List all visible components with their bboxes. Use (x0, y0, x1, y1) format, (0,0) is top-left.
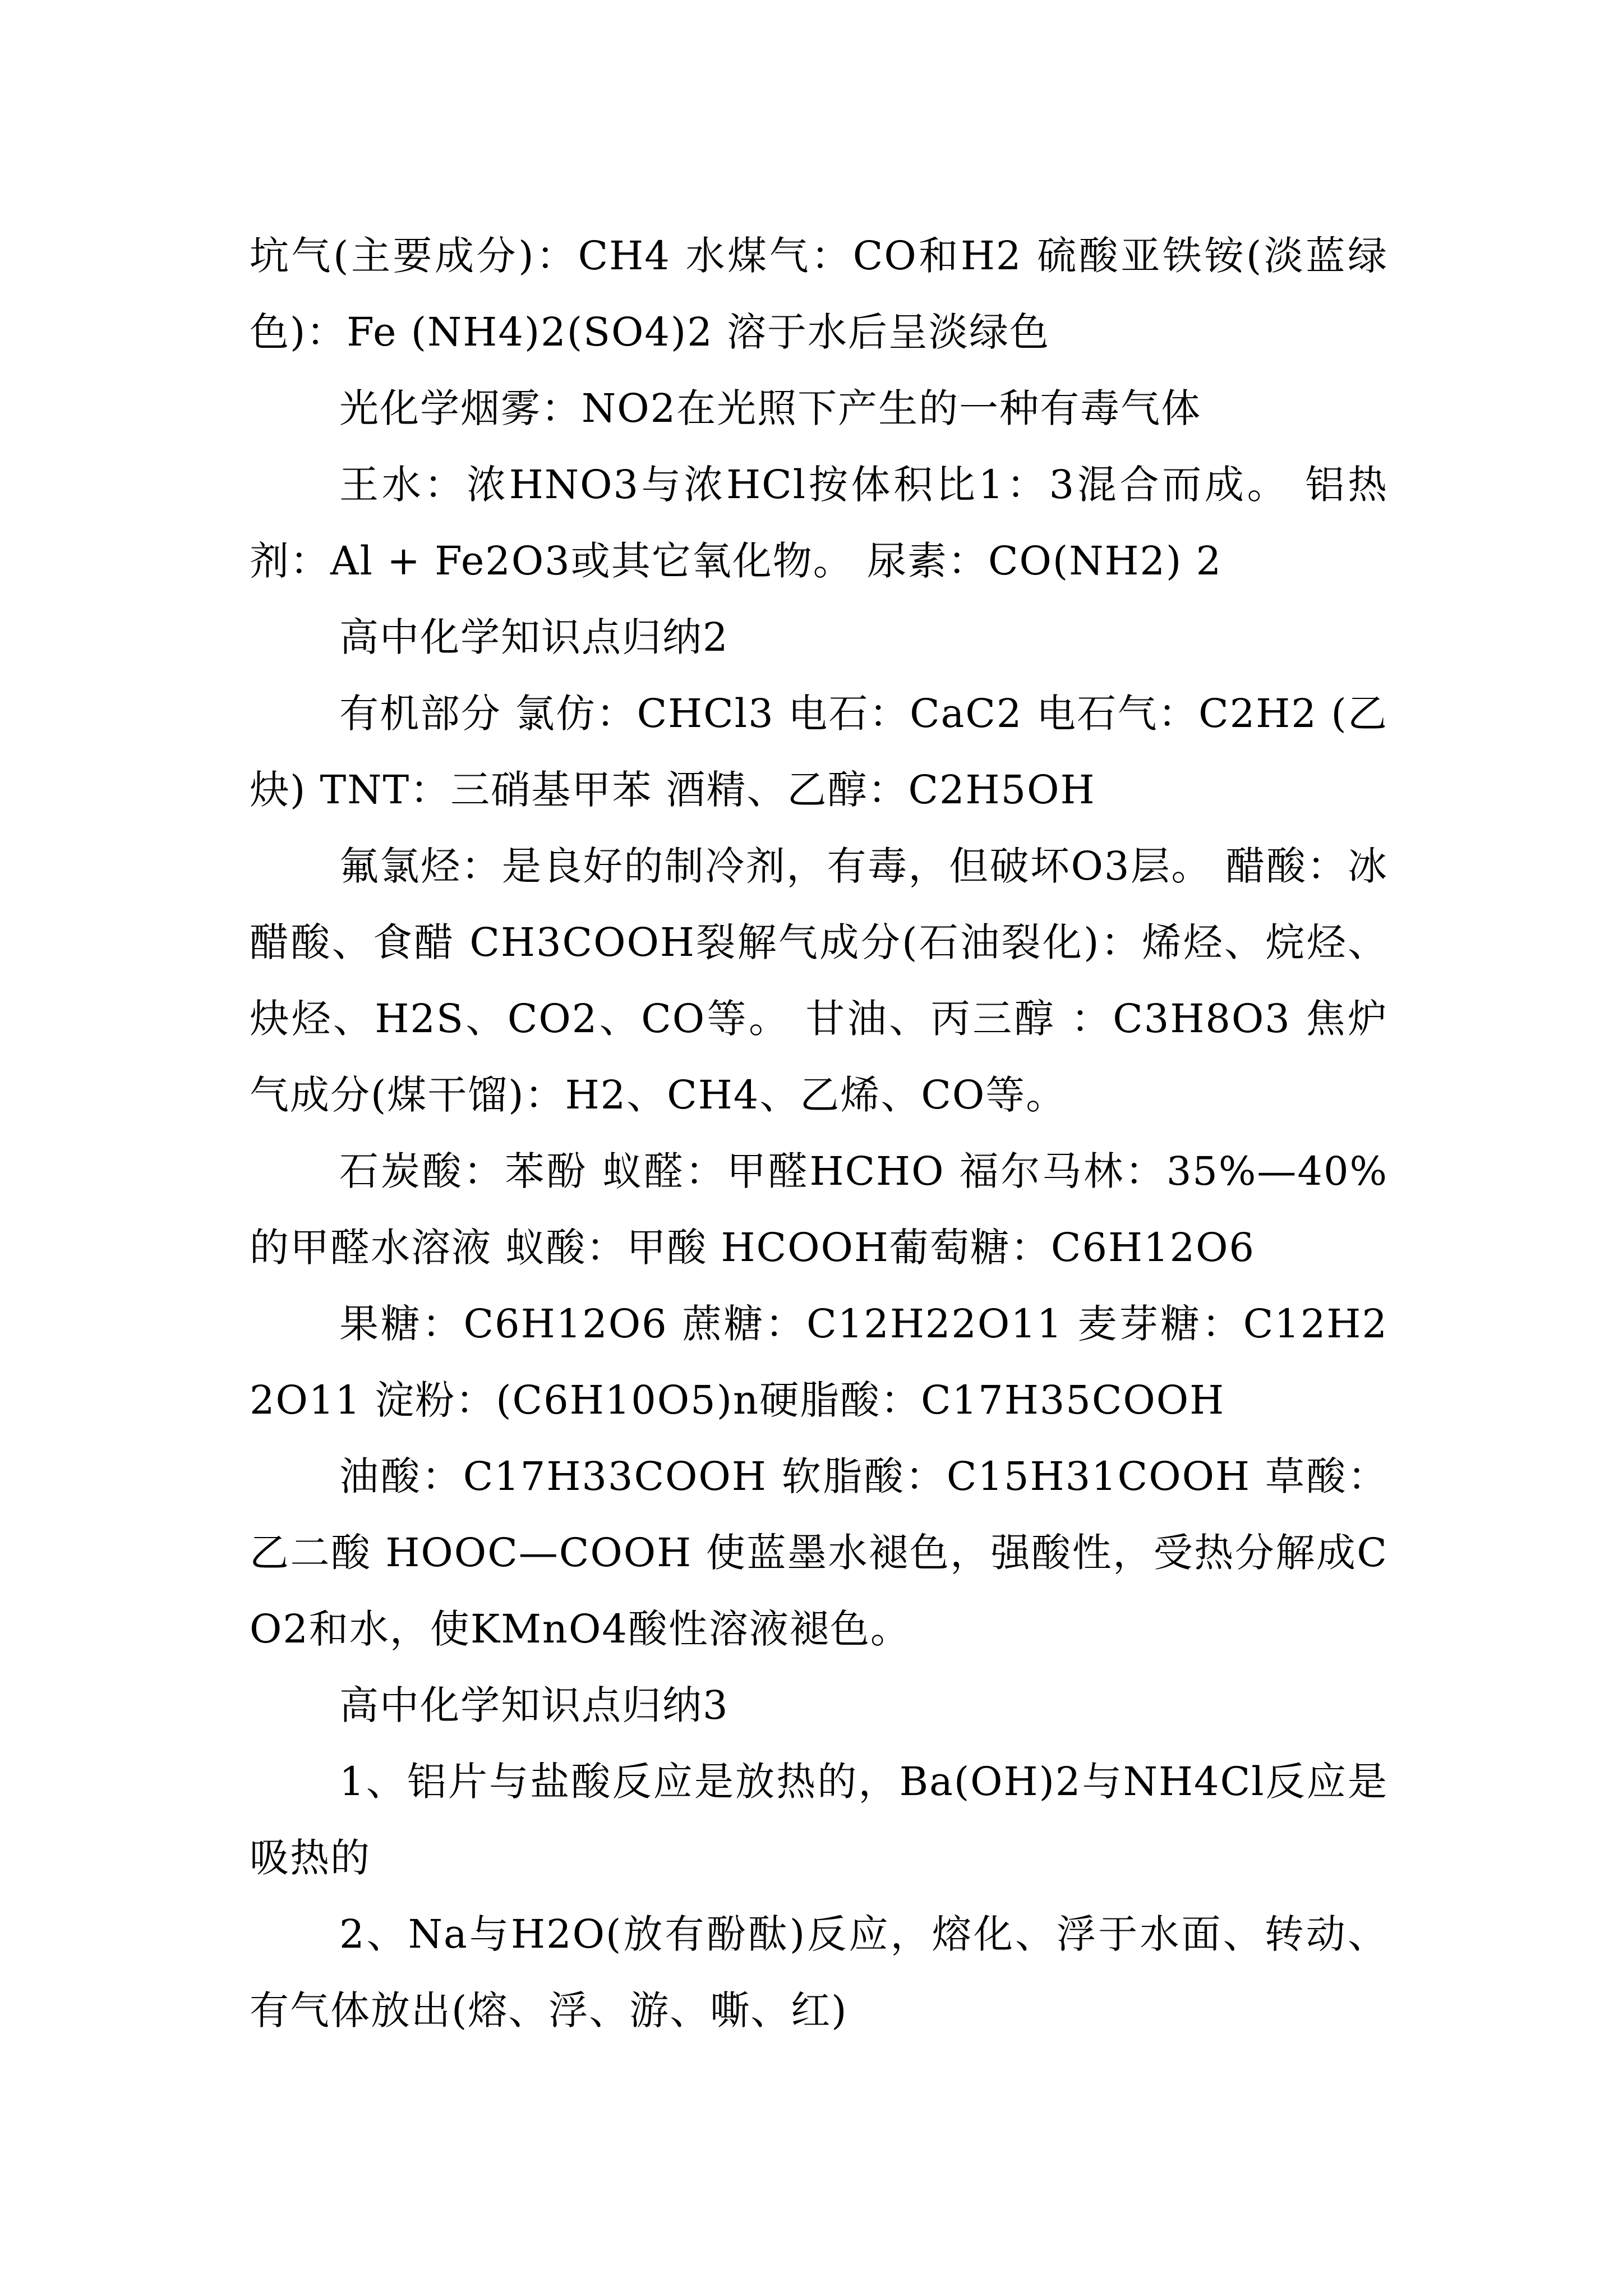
paragraph-phenol: 石炭酸：苯酚 蚁醛：甲醛HCHO 福尔马林：35%—40%的甲醛水溶液 蚁酸：甲酸 HCOOH葡萄糖：C6H12O6 (250, 1148, 1388, 1271)
paragraph-sugars: 果糖：C6H12O6 蔗糖：C12H22O11 麦芽糖：C12H22O11 淀粉：(C6H10O5)n硬脂酸：C17H35COOH (250, 1301, 1388, 1423)
paragraph-organic-part: 有机部分 氯仿：CHCl3 电石：CaC2 电石气：C2H2 (乙炔) TNT：三硝基甲苯 酒精、乙醇：C2H5OH (250, 691, 1388, 813)
document-page (250, 218, 1388, 2049)
paragraph-item-2: 2、Na与H2O(放有酚酞)反应，熔化、浮于水面、转动、有气体放出(熔、浮、游、嘶、红) (250, 1911, 1388, 2033)
paragraph-acids: 油酸：C17H33COOH 软脂酸：C15H31COOH 草酸：乙二酸 HOOC—COOH 使蓝墨水褪色，强酸性，受热分解成CO2和水，使KMnO4酸性溶液褪色。 (250, 1453, 1388, 1652)
section-heading-2: 高中化学知识点归纳2 (339, 614, 729, 660)
section-heading-3: 高中化学知识点归纳3 (339, 1682, 729, 1728)
paragraph-aqua-regia: 王水：浓HNO3与浓HCl按体积比1：3混合而成。 铝热剂：Al + Fe2O3或其它氧化物。 尿素：CO(NH2) 2 (250, 462, 1388, 584)
paragraph-freon: 氟氯烃：是良好的制冷剂，有毒，但破坏O3层。 醋酸：冰醋酸、食醋 CH3COOH裂解气成分(石油裂化)：烯烃、烷烃、炔烃、H2S、CO2、CO等。 甘油、丙三醇 ：C3H8O3 焦炉气成分(煤干馏)：H2、CH4、乙烯、CO等。 (250, 843, 1388, 1118)
paragraph-coal-gas: 坑气(主要成分)：CH4 水煤气：CO和H2 硫酸亚铁铵(淡蓝绿色)：Fe (NH4)2(SO4)2 溶于水后呈淡绿色 (250, 233, 1388, 355)
paragraph-photochemical-smog: 光化学烟雾：NO2在光照下产生的一种有毒气体 (339, 385, 1202, 431)
paragraph-item-1: 1、铝片与盐酸反应是放热的，Ba(OH)2与NH4Cl反应是吸热的 (250, 1759, 1388, 1881)
